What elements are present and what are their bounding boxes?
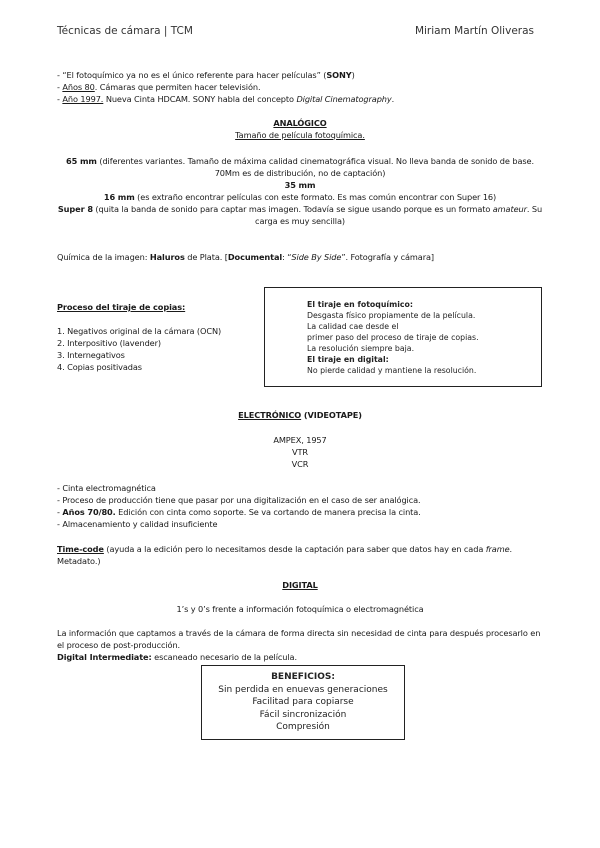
analog-subtitle: Tamaño de película fotoquímica. xyxy=(235,130,365,140)
chemistry-line: Química de la imagen: Haluros de Plata. [Documental: “Side By Side”. Fotografía y cámara] xyxy=(57,252,435,262)
copies-title: Proceso del tiraje de copias: xyxy=(57,302,186,312)
benefit-item: Sin perdida en enuevas generaciones xyxy=(218,684,388,695)
tiraje-line: La resolución siempre baja. xyxy=(307,344,415,353)
tiraje-photochem-title: El tiraje en fotoquímico: xyxy=(307,300,413,309)
digital-intermediate: Digital Intermediate: escaneado necesario de la película. xyxy=(57,652,297,662)
header-author: Miriam Martín Oliveras xyxy=(414,25,534,37)
format-35mm: 35 mm xyxy=(284,180,316,190)
benefits-box-text xyxy=(202,671,404,734)
benefit-item: Facilitad para copiarse xyxy=(252,697,354,707)
electronic-title: ELECTRÓNICO (VIDEOTAPE) xyxy=(238,410,362,420)
format-16mm: 16 mm (es extraño encontrar películas con este formato. Es mas común encontrar con Super 16) xyxy=(103,192,497,202)
intro-line-80s: - Años 80. Cámaras que permiten hacer televisión. xyxy=(57,82,261,92)
electronic-ampex: AMPEX, 1957 xyxy=(273,435,327,445)
header-course: Técnicas de cámara | TCM xyxy=(57,25,193,37)
digital-subtitle: 1’s y 0’s frente a información fotoquímica o electromagnética xyxy=(176,604,424,614)
intro-line-sony: - “El fotoquímico ya no es el único referente para hacer películas” (SONY) xyxy=(57,70,355,80)
intro-line-1997: - Año 1997. Nueva Cinta HDCAM. SONY habla del concepto Digital Cinematography. xyxy=(57,94,395,104)
benefit-item: Compresión xyxy=(276,722,330,732)
tiraje-line: No pierde calidad y mantiene la resolución. xyxy=(307,366,477,375)
tiraje-box-text xyxy=(307,299,479,376)
copies-item: 4. Copias positivadas xyxy=(57,362,142,372)
tiraje-line: La calidad cae desde el xyxy=(307,322,399,331)
digital-paragraph: La información que captamos a través de la cámara de forma directa sin necesidad de cinta para después procesarlo en el proceso de post-producción. xyxy=(57,628,541,650)
benefit-item: Fácil sincronización xyxy=(259,709,347,720)
tiraje-box xyxy=(264,287,542,387)
copies-item: 3. Internegativos xyxy=(57,350,125,360)
benefits-title: BENEFICIOS: xyxy=(271,672,335,682)
format-super8: Super 8 (quita la banda de sonido para captar mas imagen. Todavía se sigue usando porque es un formato amateur. Su carga es muy sencilla) xyxy=(57,204,543,226)
format-65mm: 65 mm (diferentes variantes. Tamaño de máxima calidad cinematográfica visual. No lleva banda de sonido de base. 70Mm es de distribución, no de captación) xyxy=(66,156,534,178)
tiraje-line: primer paso del proceso de tiraje de copias. xyxy=(307,333,479,342)
tiraje-line: Desgasta físico propiamente de la película. xyxy=(307,311,476,320)
benefits-box xyxy=(201,665,405,740)
tiraje-digital-title: El tiraje en digital: xyxy=(307,355,389,364)
electronic-bullet: - Cinta electromagnética xyxy=(57,483,156,493)
digital-title: DIGITAL xyxy=(282,580,318,590)
electronic-vcr: VCR xyxy=(291,459,309,469)
electronic-bullet: - Proceso de producción tiene que pasar por una digitalización en el caso de ser analógica. xyxy=(57,495,421,505)
analog-title: ANALÓGICO xyxy=(273,118,327,128)
copies-item: 1. Negativos original de la cámara (OCN) xyxy=(57,326,222,336)
electronic-vtr: VTR xyxy=(292,447,308,457)
copies-item: 2. Interpositivo (lavender) xyxy=(57,338,161,348)
timecode-paragraph: Time-code (ayuda a la edición pero lo necesitamos desde la captación para saber que datos hay en cada frame. Metadato.) xyxy=(57,544,513,566)
electronic-bullet: - Años 70/80. Edición con cinta como soporte. Se va cortando de manera precisa la cinta. xyxy=(57,507,421,517)
electronic-bullet: - Almacenamiento y calidad insuficiente xyxy=(57,519,218,529)
